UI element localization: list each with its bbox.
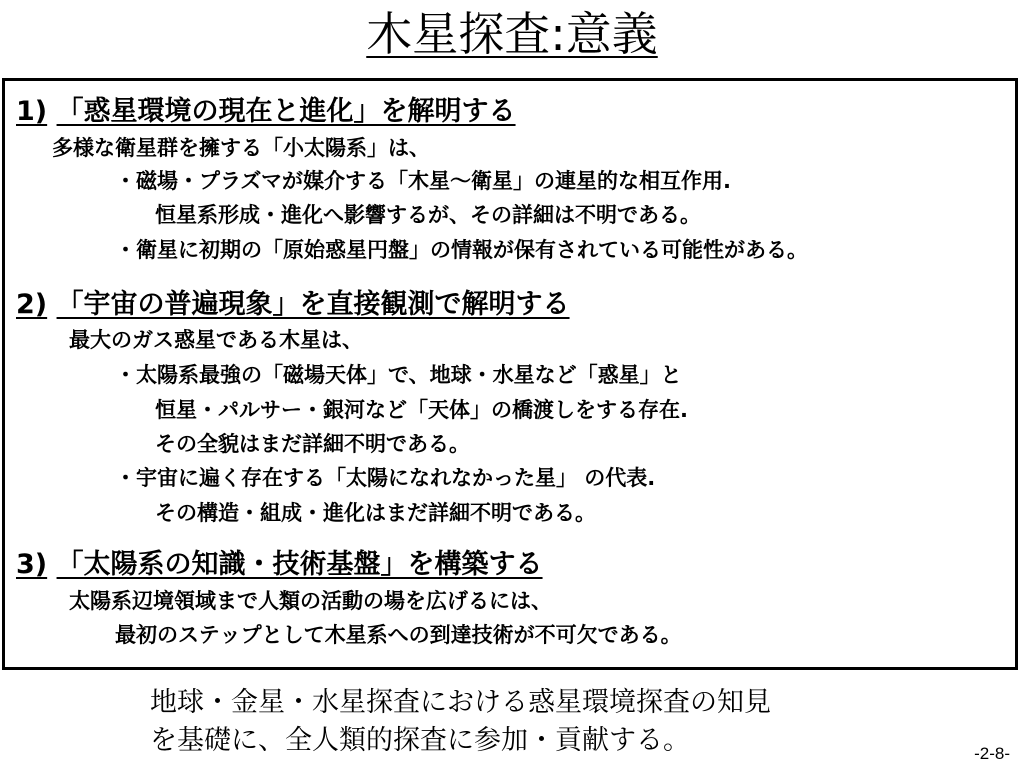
section-1-heading bbox=[16, 95, 516, 129]
section-3-line-1: 太陽系辺境領域まで人類の活動の場を広げるには、 bbox=[69, 589, 552, 613]
section-2-line-5: ・宇宙に遍く存在する「太陽になれなかった星」 の代表. bbox=[115, 466, 656, 490]
section-2-heading bbox=[16, 288, 570, 322]
footer-line-1: 地球・金星・水星探査における惑星環境探査の知見 bbox=[150, 687, 771, 718]
footer-line-2: を基礎に、全人類的探査に参加・貢献する。 bbox=[150, 725, 690, 756]
section-2-number: 2) bbox=[16, 289, 48, 320]
section-1-line-2: ・磁場・プラズマが媒介する「木星～衛星」の連星的な相互作用. bbox=[115, 169, 731, 193]
content-box bbox=[2, 78, 1018, 670]
section-3-number: 3) bbox=[16, 549, 48, 580]
section-1-line-1: 多様な衛星群を擁する「小太陽系」は、 bbox=[52, 136, 430, 160]
section-1-number: 1) bbox=[16, 96, 48, 127]
slide-title-text: 木星探査:意義 bbox=[366, 7, 658, 61]
section-1-title: 「惑星環境の現在と進化」を解明する bbox=[56, 96, 516, 127]
section-2-line-4: その全貌はまだ詳細不明である。 bbox=[155, 432, 470, 456]
section-3-line-2: 最初のステップとして木星系への到達技術が不可欠である。 bbox=[115, 623, 682, 647]
section-3-heading bbox=[16, 548, 543, 582]
section-2-line-6: その構造・組成・進化はまだ詳細不明である。 bbox=[155, 501, 596, 525]
slide-title bbox=[0, 4, 1024, 64]
section-1-line-3: 恒星系形成・進化へ影響するが、その詳細は不明である。 bbox=[155, 203, 701, 227]
section-2-title: 「宇宙の普遍現象」を直接観測で解明する bbox=[56, 289, 570, 320]
section-2-line-2: ・太陽系最強の「磁場天体」で、地球・水星など「惑星」と bbox=[115, 363, 682, 387]
section-1-line-4: ・衛星に初期の「原始惑星円盤」の情報が保有されている可能性がある。 bbox=[115, 238, 808, 262]
section-2-line-1: 最大のガス惑星である木星は、 bbox=[69, 328, 363, 352]
section-2-line-3: 恒星・パルサー・銀河など「天体」の橋渡しをする存在. bbox=[155, 398, 688, 422]
section-3-title: 「太陽系の知識・技術基盤」を構築する bbox=[56, 549, 543, 580]
page-number: -2-8- bbox=[974, 744, 1010, 763]
